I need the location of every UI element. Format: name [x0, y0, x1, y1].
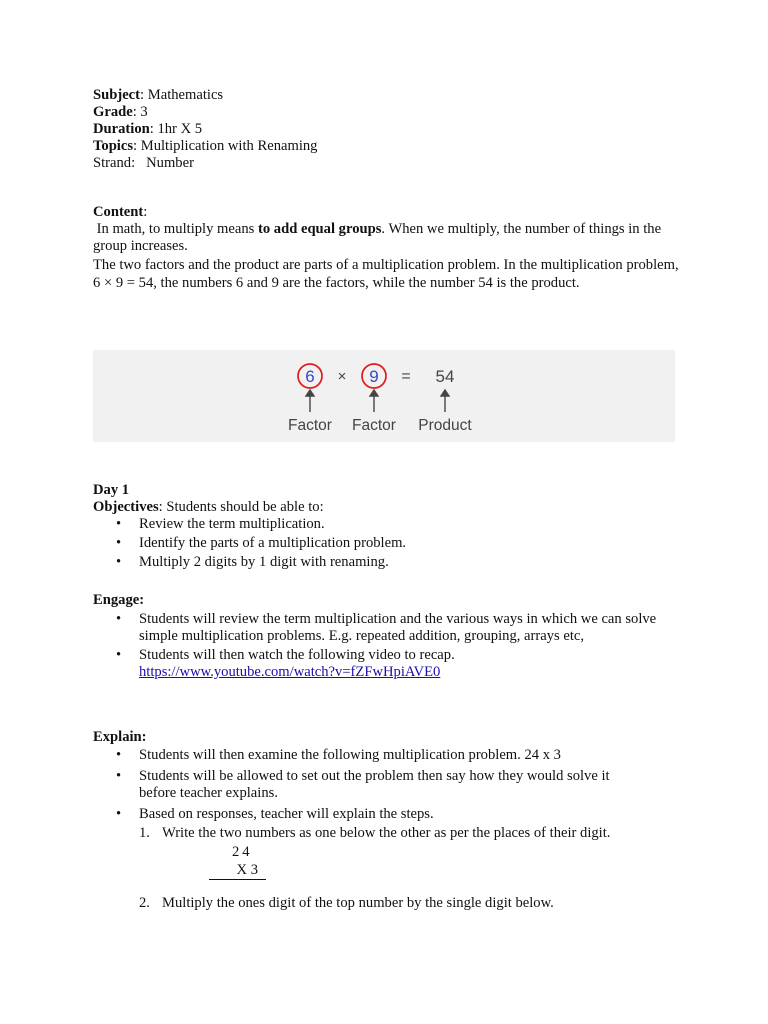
duration-value: : 1hr X 5 — [149, 121, 203, 137]
day1-heading-text: Day 1 — [93, 482, 130, 498]
objective-text: Review the term multiplication. — [139, 516, 325, 532]
factor2-digit: 9 — [369, 367, 379, 386]
video-link[interactable]: https://www.youtube.com/watch?v=fZFwHpiAVE0 — [139, 664, 441, 680]
content-p1-bold: to add equal groups — [257, 221, 382, 237]
grade-line — [93, 104, 683, 121]
arrows — [306, 390, 449, 412]
step-number: 1. — [139, 825, 150, 841]
label-factor-1: Factor — [288, 417, 332, 434]
step-text: Multiply the ones digit of the top number by the single digit below. — [162, 895, 554, 911]
grade-value: : 3 — [132, 104, 148, 120]
objectives-line — [93, 499, 683, 516]
subject-line — [93, 87, 683, 104]
vertical-multiplication — [209, 842, 683, 882]
list-item — [93, 768, 683, 802]
equals-sign: = — [401, 368, 411, 385]
step-text: Write the two numbers as one below the other as per the places of their digit. — [162, 825, 611, 841]
topics-label: Topics — [93, 138, 134, 154]
content-heading — [93, 204, 683, 221]
bullet-icon: • — [116, 535, 122, 551]
arrowhead-product — [441, 390, 449, 396]
engage-list — [93, 611, 683, 681]
day1-heading — [93, 482, 683, 499]
label-factor-2: Factor — [352, 417, 396, 434]
topics-value: : Multiplication with Renaming — [133, 138, 318, 154]
bullet-icon: • — [116, 768, 122, 784]
arrowhead-factor2 — [370, 390, 378, 396]
duration-line — [93, 121, 683, 138]
grade-label: Grade — [93, 104, 133, 120]
label-product: Product — [418, 417, 472, 434]
list-item — [93, 535, 683, 552]
topics-line — [93, 138, 683, 155]
calc-top-number: 24 — [232, 844, 253, 860]
strand-line: Strand: Number — [93, 155, 194, 171]
explain-text: Students will be allowed to set out the problem then say how they would solve it before teacher explains. — [139, 768, 610, 801]
bullet-icon: • — [116, 806, 122, 822]
objective-text: Multiply 2 digits by 1 digit with renaming. — [139, 554, 389, 570]
explain-text: Students will then examine the following multiplication problem. 24 x 3 — [139, 747, 561, 763]
product-value: 54 — [435, 367, 455, 386]
content-paragraph-2: The two factors and the product are parts of a multiplication problem. In the multiplication problem, 6 × 9 = 54, the numbers 6 and 9 are the factors, while the number 54 is the product. — [93, 257, 679, 291]
list-item — [93, 747, 683, 764]
objective-text: Identify the parts of a multiplication problem. — [139, 535, 407, 551]
explain-steps-continued — [93, 895, 683, 912]
factor1-digit: 6 — [305, 367, 315, 386]
engage-text: Students will then watch the following video to recap. — [139, 647, 455, 663]
subject-value: : Mathematics — [140, 87, 224, 103]
engage-heading — [93, 592, 683, 609]
list-item — [93, 895, 683, 912]
factor-product-diagram — [93, 350, 675, 442]
bullet-icon: • — [116, 554, 122, 570]
content-p1-pre: In math, to multiply means — [93, 221, 258, 237]
content-heading-colon: : — [143, 204, 148, 220]
step-number: 2. — [139, 895, 150, 911]
objectives-intro: : Students should be able to: — [158, 499, 324, 515]
bullet-icon: • — [116, 611, 122, 627]
times-sign: × — [337, 368, 347, 385]
explain-text: Based on responses, teacher will explain the steps. — [139, 806, 434, 822]
bullet-icon: • — [116, 516, 122, 532]
list-item — [93, 554, 683, 571]
explain-steps — [93, 825, 683, 842]
duration-label: Duration — [93, 121, 150, 137]
content-paragraph-1 — [93, 221, 683, 255]
engage-heading-text: Engage: — [93, 592, 145, 608]
content-heading-label: Content — [93, 204, 144, 220]
factor-product-figure — [93, 350, 675, 442]
explain-heading-text: Explain: — [93, 729, 147, 745]
explain-heading — [93, 729, 683, 746]
list-item — [93, 516, 683, 533]
list-item — [93, 647, 683, 681]
document-page — [93, 87, 683, 912]
objectives-list — [93, 516, 683, 571]
list-item — [93, 825, 683, 842]
list-item — [93, 611, 683, 645]
bullet-icon: • — [116, 647, 122, 663]
arrowhead-factor1 — [306, 390, 314, 396]
explain-list — [93, 747, 683, 823]
list-item — [93, 806, 683, 823]
engage-text: Students will review the term multiplication and the various ways in which we can solve simple multiplication problems. E.g. repeated addition, grouping, arrays etc, — [139, 611, 657, 644]
objectives-label: Objectives — [93, 499, 159, 515]
bullet-icon: • — [116, 747, 122, 763]
subject-label: Subject — [93, 87, 141, 103]
calc-bottom-number: X 3 — [209, 862, 266, 880]
content-p1-post: . When we multiply, the number of things in the group increases. — [93, 221, 662, 254]
